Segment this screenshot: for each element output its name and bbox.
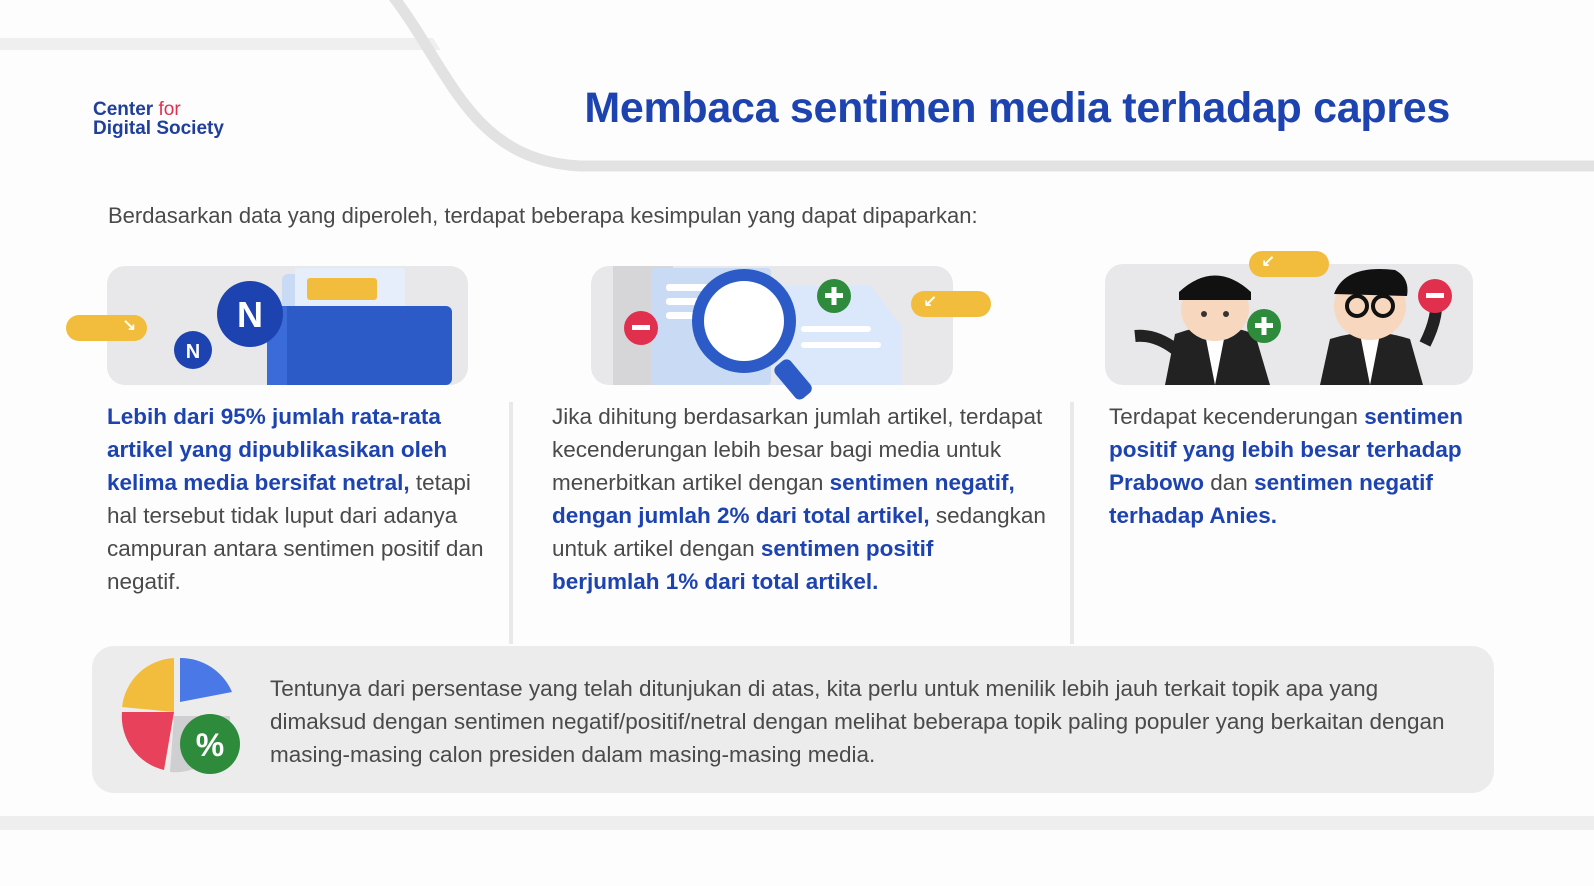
pie-percent-icon: [112, 652, 247, 777]
logo: Center for Digital Society: [93, 99, 224, 139]
column-divider: [509, 402, 513, 644]
column-1-rest: tetapi hal tersebut tidak luput dari adanya campuran antara sentimen positif dan negatif.: [107, 470, 484, 594]
column-2-text: Jika dihitung berdasarkan jumlah artikel, terdapat kecenderungan lebih besar bagi media untuk menerbitkan artikel dengan sentimen negatif, dengan jumlah 2% dari total artikel, sedangkan untuk artikel dengan sentimen positif berjumlah 1% dari total artikel.: [552, 404, 1046, 594]
bottom-band: [0, 816, 1594, 830]
page-title: Membaca sentimen media terhadap capres: [584, 84, 1450, 132]
summary-text: Tentunya dari persentase yang telah ditunjukan di atas, kita perlu untuk menilik lebih jauh terkait topik apa yang dimaksud dengan sentimen negatif/positif/netral dengan melihat beberapa topik paling populer yang berkaitan dengan masing-masing calon presiden dalam masing-masing media.: [270, 676, 1445, 767]
svg-text:N: N: [237, 294, 263, 335]
intro-text: Berdasarkan data yang diperoleh, terdapat beberapa kesimpulan yang dapat dipaparkan:: [108, 203, 978, 228]
illustration-candidates: [1105, 264, 1473, 385]
minus-icon: [1105, 264, 1473, 385]
column-divider: [1070, 402, 1074, 644]
column-1-text: [107, 400, 502, 598]
n-badge-icon: [107, 266, 468, 385]
arrow-pill-icon: ↙: [911, 291, 991, 317]
column-1-highlight: Lebih dari 95% jumlah rata-rata artikel yang dipublikasikan oleh kelima media bersifat netral,: [107, 404, 448, 495]
svg-text:%: %: [195, 727, 225, 763]
illustration-news: [107, 266, 468, 385]
arrow-pill-icon: ↙: [1249, 251, 1329, 277]
illustration-magnifier: [591, 266, 953, 385]
column-3-text: Terdapat kecenderungan sentimen positif yang lebih besar terhadap Prabowo dan sentimen negatif terhadap Anies.: [1109, 404, 1463, 528]
minus-icon: [591, 266, 953, 385]
arrow-pill-icon: ↘: [66, 315, 147, 341]
svg-text:N: N: [185, 341, 201, 363]
